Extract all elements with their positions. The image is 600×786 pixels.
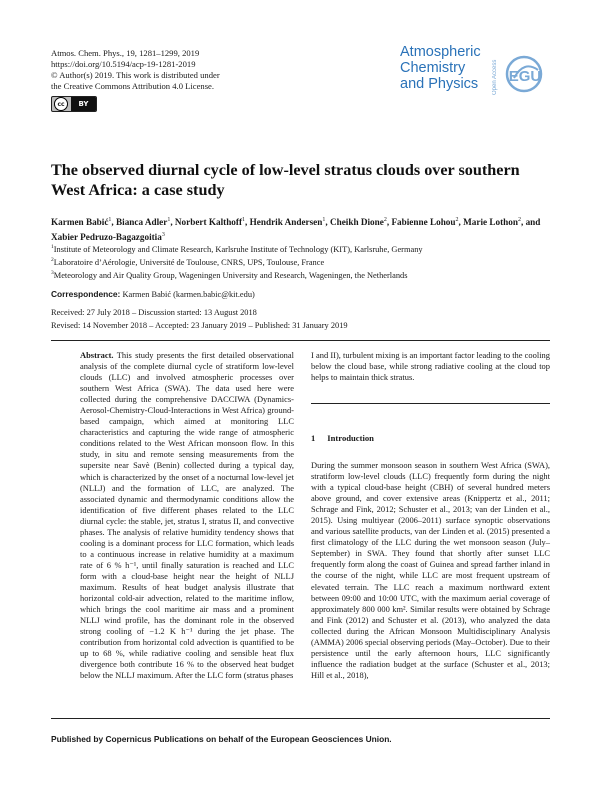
author-affiliation-mark: 1	[167, 217, 171, 223]
section-number: 1	[311, 433, 316, 443]
article-title: The observed diurnal cycle of low-level stratus clouds over southern West Africa: a case study	[51, 161, 520, 199]
author-affiliation-mark: 2	[517, 217, 521, 223]
author-affiliation-mark: 2	[383, 217, 387, 223]
introduction-text: During the summer monsoon season in southern West Africa (SWA), stratiform low-level clouds (LLC) frequently form during the night with a typical cloud-base height (CBH) of several hundred meters above ground, and cover extensive areas (Knippertz et al., 2011; Schrage and Fink, 2012; Schuster et al., 2013; van der Linden et al., 2015). Using multiyear (2006–2011) surface synoptic observations and various satellite products, van der Linden et al. (2015) presented a first climatology of the LLC during the wet monsoon season (July–September) in SWA. They found that shortly after sunset LLC frequently form along the coast of Guinea and spread farther inland in the course of the night, while LLC are most frequent upstream of elevated terrain. The LLC reach a maximum northward extent between 09:00 and 10:00 UTC, with the maximum aerial coverage of approximately 800 000 km². Similar results were obtained by Schrage and Fink (2012) and Schuster et al. (2013), who analyzed the data collected during the African Monsoon Multidisciplinary Analysis (AMMA) 2006 special observing periods (May–October). Due to their persistence until the early afternoon hours, LLC significantly influence the radiation budget at the surface (Schuster et al., 2013; Hill et al., 2018),	[311, 460, 550, 680]
author-name[interactable]: Marie Lothon	[463, 217, 518, 228]
author-affiliation-mark: 3	[161, 232, 165, 239]
egu-logo-icon	[504, 54, 554, 94]
divider	[51, 718, 550, 719]
journal-line-1: Atmospheric	[400, 44, 481, 60]
copyright-line-2: the Creative Commons Attribution 4.0 License.	[51, 81, 215, 91]
abstract-continued: I and II), turbulent mixing is an important factor leading to the cooling below the cloud base, while strong radiative cooling at the cloud top helps to maintain thick stratus.	[311, 350, 550, 383]
abstract-text: This study presents the first detailed observational analysis of the complete diurnal cycle of stratiform low-level clouds (LLC) and involved atmospheric processes over southern West Africa (SWA). The data used here were collected during the comprehensive DACCIWA (Dynamics-Aerosol-Chemistry-Cloud-Interactions in West Africa) ground-based campaign, which aimed at monitoring LLC characteristics and capturing the wide range of atmospheric conditions related to the West African monsoon flow. In this study, in situ and remote sensing measurements from the supersite near Savè (Benin) collected during a typical day, which is characterized by the onset of a nocturnal low-level jet (NLLJ) and the formation of LLC, are analyzed. The associated dynamic and thermodynamic conditions allow the identification of five different phases related to the LLC diurnal cycle: the stable, jet, stratus I, stratus II, and convective phases. The analysis of relative humidity tendency shows that cooling is a dominant process for LLC formation, which leads to a continuous increase in relative humidity at a maximum rate of 6 % h⁻¹, until finally saturation is reached and LLC form with a cloud-base height near the height of NLLJ maximum. Results of heat budget analysis illustrate that horizontal cold-air advection, related to the maritime inflow, which brings the cool maritime air mass and a prominent NLLJ wind profile, has the dominant role in the observed strong cooling of −1.2 K h⁻¹ during the jet phase. The contribution from horizontal cold advection is quantified to be up to 68 %, while radiative cooling and sensible heat flux divergence both contribute 16 % to the observed heat budget below the NLLJ maximum. After the LLC form (stratus phases	[80, 350, 294, 681]
dates-line-1: Received: 27 July 2018 – Discussion started: 13 August 2018	[51, 308, 257, 317]
journal-line-3: and Physics	[400, 76, 479, 92]
author-list: Karmen Babić$^1$, Bianca Adler$^1$, Norbert Kalthoff$^1$, Hendrik Andersen$^1$, Cheikh Dione$^2$, Fabienne Lohou$^2$, Marie Lothon$^2$, and Xabier Pedruzo-Bagazgoitia$^3$	[51, 217, 541, 243]
author-name[interactable]: Karmen Babić	[51, 217, 109, 228]
author-name[interactable]: and Xabier Pedruzo-Bagazgoitia	[51, 217, 541, 243]
author-affiliation-mark: 2	[455, 217, 459, 223]
abstract	[80, 350, 294, 681]
divider	[51, 340, 550, 341]
affiliation-list	[51, 242, 551, 282]
author-affiliation-mark: 1	[108, 217, 112, 223]
correspondence	[51, 289, 255, 299]
open-access-label: Open Access	[492, 59, 498, 95]
affiliation-item: $^2$Laboratoire d’Aérologie, Université de Toulouse, CNRS, UPS, Toulouse, France	[51, 257, 325, 267]
correspondence-label: Correspondence:	[51, 289, 121, 299]
author-name[interactable]: Bianca Adler	[116, 217, 168, 228]
doi-link[interactable]: https://doi.org/10.5194/acp-19-1281-2019	[51, 59, 196, 69]
affiliation-item: $^3$Meteorology and Air Quality Group, Wageningen University and Research, Wageningen, the Netherlands	[51, 270, 408, 281]
dates-line-2: Revised: 14 November 2018 – Accepted: 23 January 2019 – Published: 31 January 2019	[51, 321, 348, 330]
journal-logo-text	[400, 44, 481, 92]
section-title: Introduction	[327, 433, 374, 443]
egu-logo-text: EGU	[508, 68, 542, 85]
author-name[interactable]: Hendrik Andersen	[249, 217, 323, 228]
cc-by-license-icon[interactable]	[51, 96, 97, 112]
abstract-label: Abstract.	[80, 350, 114, 360]
section-heading	[311, 433, 386, 443]
journal-line-2: Chemistry	[400, 60, 466, 76]
divider	[311, 403, 550, 404]
author-name[interactable]: Fabienne Lohou	[391, 217, 456, 228]
author-name[interactable]: Cheikh Dione	[329, 217, 384, 228]
author-name[interactable]: Norbert Kalthoff	[174, 217, 243, 228]
citation-line: Atmos. Chem. Phys., 19, 1281–1299, 2019	[51, 48, 200, 58]
affiliation-item: $^1$Institute of Meteorology and Climate Research, Karlsruhe Institute of Technology (KIT), Karlsruhe, Germany	[51, 244, 423, 254]
publication-dates	[51, 306, 348, 332]
citation-block	[51, 48, 220, 92]
by-label: BY	[71, 97, 96, 111]
publisher-footer: Published by Copernicus Publications on behalf of the European Geosciences Union.	[51, 734, 392, 744]
author-affiliation-mark: 1	[322, 217, 326, 223]
copyright-line-1: © Author(s) 2019. This work is distributed under	[51, 70, 220, 80]
cc-icon: cc	[54, 97, 68, 111]
author-affiliation-mark: 1	[242, 217, 246, 223]
correspondence-contact[interactable]: Karmen Babić (karmen.babic@kit.edu)	[122, 290, 255, 299]
